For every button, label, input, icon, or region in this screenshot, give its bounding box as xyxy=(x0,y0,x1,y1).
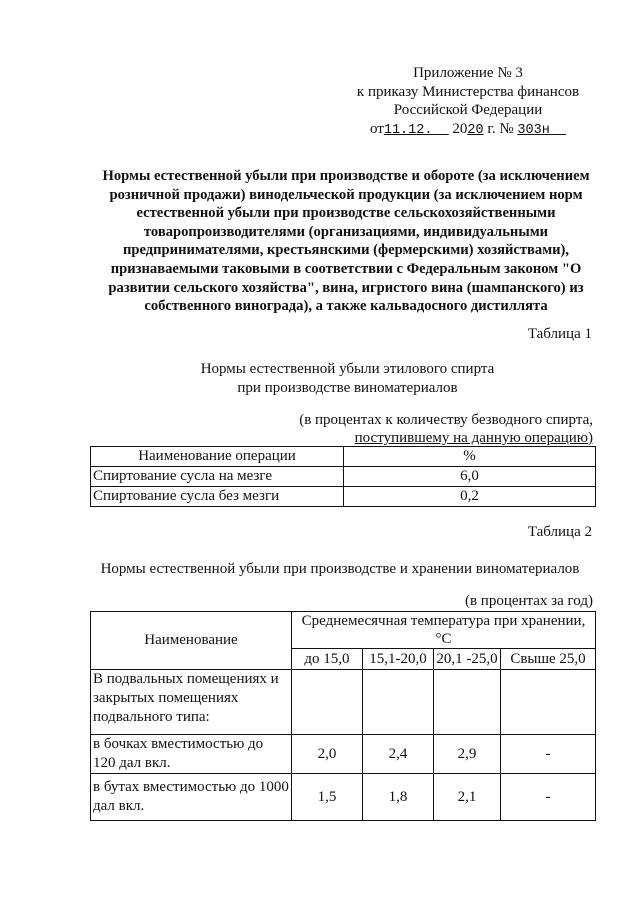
table1-title xyxy=(170,360,525,398)
table1-cell: Спиртование сусла на мезге xyxy=(91,467,344,487)
table-row xyxy=(91,467,596,487)
date-year-prefix: 20 xyxy=(452,120,468,137)
table2-cell: - xyxy=(501,735,596,774)
temp-range-1: до 15,0 xyxy=(292,649,363,670)
appendix-line3: Российской Федерации xyxy=(393,102,543,118)
table2-cell: 2,4 xyxy=(363,735,434,774)
table1-title-line2: при производстве виноматериалов xyxy=(237,380,458,396)
appendix-line1: Приложение № 3 xyxy=(413,65,523,81)
table-row xyxy=(91,774,596,821)
table2-header-temp: Среднемесячная температура при хранении, °С xyxy=(292,612,596,649)
table1-header-percent: % xyxy=(344,447,596,467)
table1-cell: 0,2 xyxy=(344,487,596,507)
table2-cell: 1,5 xyxy=(292,774,363,821)
appendix-header xyxy=(350,64,586,140)
temp-range-4: Свыше 25,0 xyxy=(501,649,596,670)
table2-cell: в бочках вместимостью до 120 дал вкл. xyxy=(91,735,292,774)
table1-cell: Спиртование сусла без мезги xyxy=(91,487,344,507)
table2-cell: 1,8 xyxy=(363,774,434,821)
date-year-suffix: 20 xyxy=(467,122,484,138)
table2-cell: 2,0 xyxy=(292,735,363,774)
table1-header-name: Наименование операции xyxy=(91,447,344,467)
table2-cell: 2,9 xyxy=(434,735,501,774)
table-row xyxy=(91,670,596,735)
table2-cell: - xyxy=(501,774,596,821)
table1-note-line1: (в процентах к количеству безводного спирта, xyxy=(299,412,593,428)
order-number: 303н xyxy=(517,122,550,138)
date-year-word: г. № xyxy=(487,120,514,137)
table-row xyxy=(91,487,596,507)
table2-note: (в процентах за год) xyxy=(464,593,593,609)
appendix-line2: к приказу Министерства финансов xyxy=(356,83,580,100)
temp-range-3: 20,1 -25,0 xyxy=(434,649,501,670)
appendix-date-line xyxy=(350,120,586,141)
table2-title: Нормы естественной убыли при производстве и хранении виноматериалов xyxy=(100,561,580,577)
table-row xyxy=(91,735,596,774)
table1-label: Таблица 1 xyxy=(527,326,592,342)
table1-note-line2: поступившему на данную операцию) xyxy=(354,430,593,446)
table2-cell: в бутах вместимостью до 1000 дал вкл. xyxy=(91,774,292,821)
table1 xyxy=(90,446,596,507)
date-day-month: 11.12. xyxy=(383,122,433,138)
table2-header-name: Наименование xyxy=(91,612,292,670)
main-title: Нормы естественной убыли при производстве и обороте (за исключением розничной продажи) винодельческой продукции (за исключением норм естественной убыли при производстве сельскохозяйственными товаропроизводителями (организациями, индивидуальными предпринимателями, крестьянскими (фермерскими) хозяйствами), признаваемыми таковыми в соответствии с Федеральным законом "О развитии сельского хозяйства", вина, игристого вина (шампанского) из собственного винограда), а также кальвадосного дистиллята xyxy=(102,168,590,315)
table-row xyxy=(91,612,596,649)
temp-range-2: 15,1-20,0 xyxy=(363,649,434,670)
table1-title-line1: Нормы естественной убыли этилового спирта xyxy=(200,361,495,377)
table2-cell: 2,1 xyxy=(434,774,501,821)
table1-cell: 6,0 xyxy=(344,467,596,487)
table2-label: Таблица 2 xyxy=(527,524,592,540)
table2-section: В подвальных помещениях и закрытых помещениях подвального типа: xyxy=(91,670,292,735)
table2 xyxy=(90,611,596,821)
table-row xyxy=(91,447,596,467)
table1-note xyxy=(299,411,593,447)
date-prefix: от xyxy=(369,120,384,137)
